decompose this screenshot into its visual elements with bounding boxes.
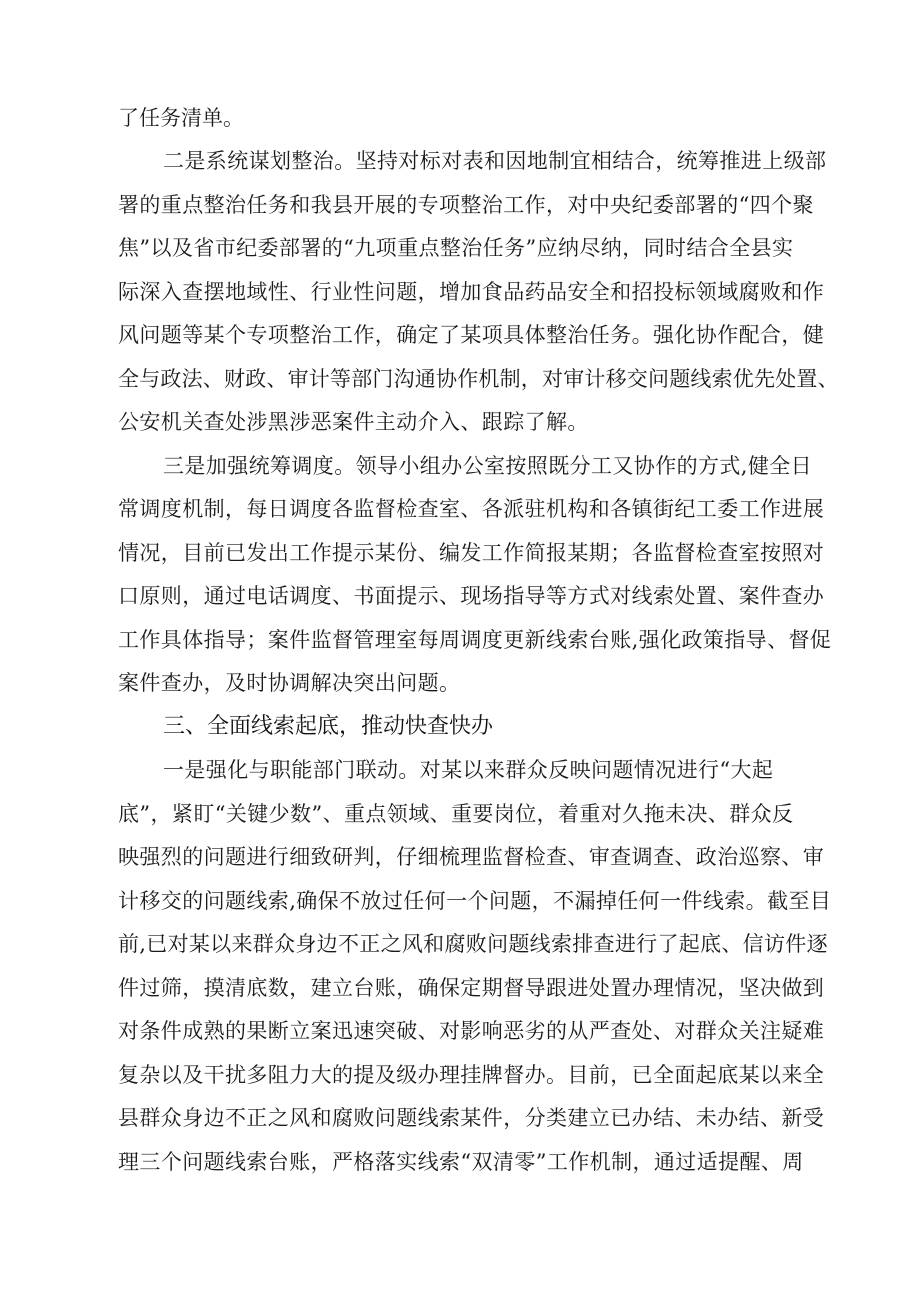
- text-line: [0, 576, 920, 616]
- text-line: [0, 794, 920, 834]
- line-text: 工作具体指导；案件监督管理室每周调度更新线索台账,强化政策指导、督促: [118, 628, 832, 652]
- line-text: 理三个问题线索台账，严格落实线索“双清零”工作机制，通过适提醒、周: [118, 1150, 804, 1174]
- line-text: 案件查办，及时协调解决突出问题。: [118, 671, 461, 695]
- line-text: 署的重点整治任务和我县开展的专项整治工作，对中央纪委部署的“四个聚: [118, 193, 814, 217]
- text-line: [0, 359, 920, 399]
- text-line: [0, 881, 920, 921]
- text-line: [0, 968, 920, 1008]
- line-text: 县群众身边不正之风和腐败问题线索某件，分类建立已办结、未办结、新受: [118, 1106, 825, 1130]
- text-line: [0, 1098, 920, 1138]
- line-text: 前,已对某以来群众身边不正之风和腐败问题线索排查进行了起底、信访件逐: [118, 932, 828, 956]
- line-text: 底”，紧盯“关键少数”、重点领域、重要岗位，着重对久拖未决、群众反: [118, 802, 794, 826]
- text-line: [0, 924, 920, 964]
- line-text: 映强烈的问题进行细致研判，仔细梳理监督检查、审查调查、政治巡察、审: [118, 845, 825, 869]
- line-text: 计移交的问题线索,确保不放过任何一个问题，不漏掉任何一件线索。截至目: [118, 889, 832, 913]
- text-line: [0, 620, 920, 660]
- text-line: [0, 837, 920, 877]
- line-text: 风问题等某个专项整治工作，确定了某项具体整治任务。强化协作配合，健: [118, 323, 825, 347]
- text-line: [0, 1011, 920, 1051]
- line-text: 对条件成熟的果断立案迅速突破、对影响恶劣的从严查处、对群众关注疑难: [118, 1019, 825, 1043]
- line-text: 复杂以及干扰多阻力大的提及级办理挂牌督办。目前，已全面起底某以来全: [118, 1063, 825, 1087]
- text-line: [0, 1055, 920, 1095]
- text-line: [0, 272, 920, 312]
- text-line: [0, 1142, 920, 1182]
- line-text: 了任务清单。: [118, 106, 244, 130]
- text-line: [0, 315, 920, 355]
- line-text: 件过筛，摸清底数，建立台账，确保定期督导跟进处置办理情况，坚决做到: [118, 976, 825, 1000]
- text-line: [0, 402, 920, 442]
- text-line: [0, 185, 920, 225]
- line-text: 一是强化与职能部门联动。对某以来群众反映问题情况进行“大起: [163, 758, 774, 782]
- line-text: 公安机关查处涉黑涉恶案件主动介入、跟踪了解。: [118, 410, 589, 434]
- line-text: 际深入查摆地域性、行业性问题，增加食品药品安全和招投标领域腐败和作: [118, 280, 825, 304]
- line-text: 口原则，通过电话调度、书面提示、现场指导等方式对线索处置、案件查办: [118, 584, 825, 608]
- line-text: 全与政法、财政、审计等部门沟通协作机制，对审计移交问题线索优先处置、: [118, 367, 839, 391]
- text-line: [0, 141, 920, 181]
- line-text: 常调度机制，每日调度各监督检查室、各派驻机构和各镇街纪工委工作进展: [118, 497, 825, 521]
- text-line: [0, 663, 920, 703]
- heading-text: 三、全面线索起底，推动快查快办: [163, 714, 494, 739]
- line-text: 焦”以及省市纪委部署的“九项重点整治任务”应纳尽纳，同时结合全县实: [118, 236, 794, 260]
- text-line: [0, 228, 920, 268]
- text-line: [0, 446, 920, 486]
- text-line: [0, 533, 920, 573]
- section-heading: [0, 705, 920, 749]
- text-line: [0, 98, 920, 138]
- line-text: 三是加强统筹调度。领导小组办公室按照既分工又协作的方式,健全日: [163, 454, 813, 478]
- line-text: 二是系统谋划整治。坚持对标对表和因地制宜相结合，统筹推进上级部: [163, 149, 827, 173]
- line-text: 情况，目前已发出工作提示某份、编发工作简报某期；各监督检查室按照对: [118, 541, 825, 565]
- text-line: [0, 489, 920, 529]
- text-line: [0, 750, 920, 790]
